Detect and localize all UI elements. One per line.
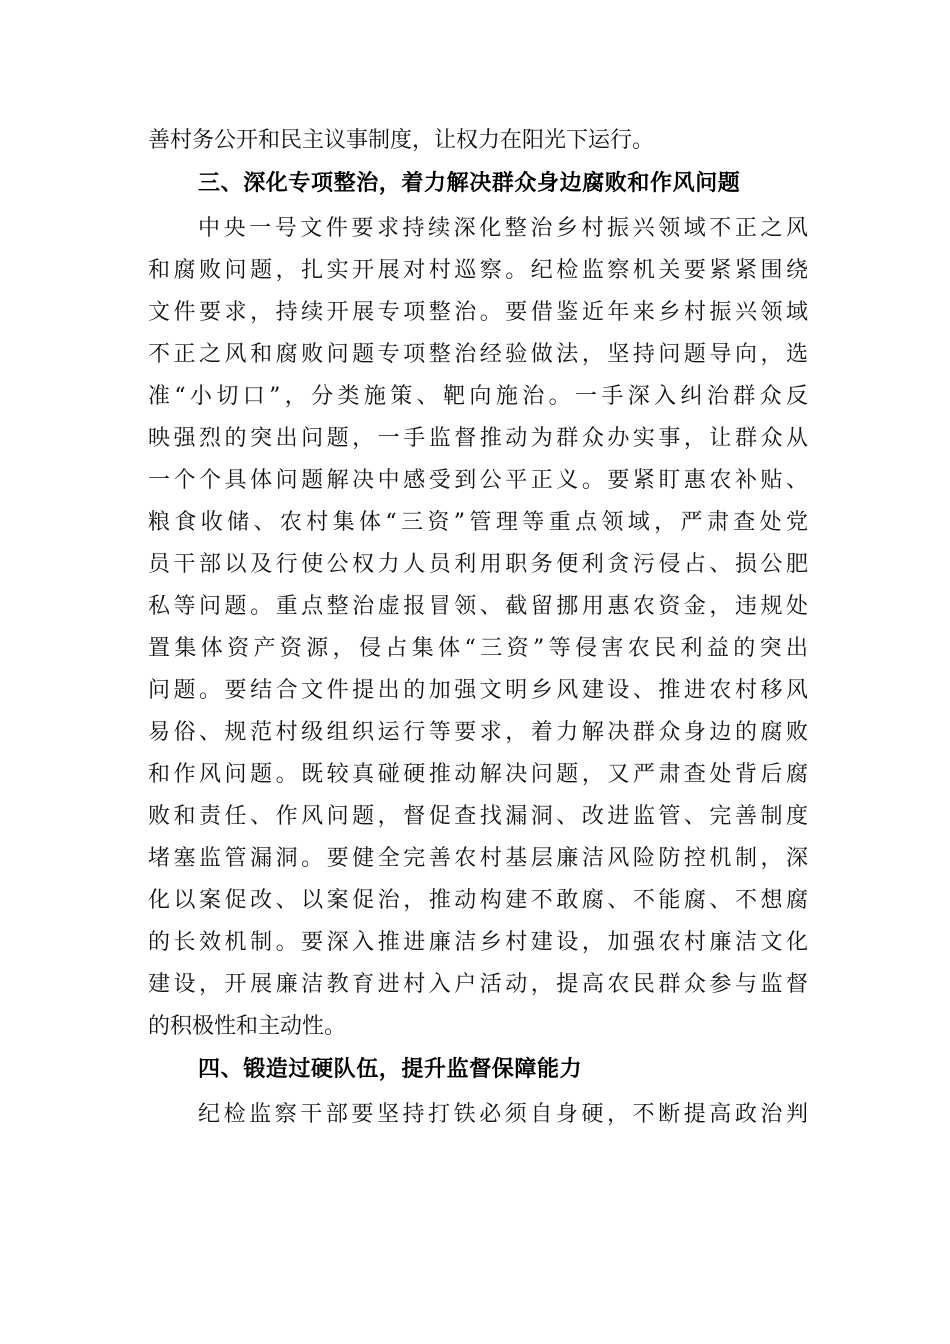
paragraph-line: 粮食收储、农村集体“三资”管理等重点领域，严肃查处党	[148, 510, 808, 535]
paragraph-line: 的积极性和主动性。	[148, 1014, 347, 1039]
paragraph-line: 中央一号文件要求持续深化整治乡村振兴领域不正之风	[198, 216, 808, 241]
paragraph-line: 败和责任、作风问题，督促查找漏洞、改进监管、完善制度	[148, 804, 808, 829]
paragraph-line: 准“小切口”，分类施策、靶向施治。一手深入纠治群众反	[148, 384, 808, 409]
paragraph-line: 一个个具体问题解决中感受到公平正义。要紧盯惠农补贴、	[148, 468, 808, 493]
paragraph-line: 置集体资产资源，侵占集体“三资”等侵害农民利益的突出	[148, 636, 808, 661]
section-4-heading: 四、锻造过硬队伍，提升监督保障能力	[198, 1057, 583, 1082]
paragraph-line: 纪检监察干部要坚持打铁必须自身硬，不断提高政治判	[198, 1102, 808, 1127]
paragraph-line: 化以案促改、以案促治，推动构建不敢腐、不能腐、不想腐	[148, 888, 808, 913]
paragraph-line: 私等问题。重点整治虚报冒领、截留挪用惠农资金，违规处	[148, 594, 808, 619]
paragraph-line: 堵塞监管漏洞。要健全完善农村基层廉洁风险防控机制，深	[148, 846, 808, 871]
paragraph-line: 和腐败问题，扎实开展对村巡察。纪检监察机关要紧紧围绕	[148, 258, 808, 283]
paragraph-line: 建设，开展廉洁教育进村入户活动，提高农民群众参与监督	[148, 972, 808, 997]
section-3-heading: 三、深化专项整治，着力解决群众身边腐败和作风问题	[198, 171, 741, 196]
paragraph-line: 易俗、规范村级组织运行等要求，着力解决群众身边的腐败	[148, 720, 808, 745]
paragraph-line: 的长效机制。要深入推进廉洁乡村建设，加强农村廉洁文化	[148, 930, 808, 955]
paragraph-line: 和作风问题。既较真碰硬推动解决问题，又严肃查处背后腐	[148, 762, 808, 787]
paragraph-line: 善村务公开和民主议事制度，让权力在阳光下运行。	[148, 128, 655, 153]
paragraph-line: 文件要求，持续开展专项整治。要借鉴近年来乡村振兴领域	[148, 300, 808, 325]
paragraph-line: 员干部以及行使公权力人员利用职务便利贪污侵占、损公肥	[148, 552, 808, 577]
paragraph-line: 映强烈的突出问题，一手监督推动为群众办实事，让群众从	[148, 426, 808, 451]
paragraph-line: 不正之风和腐败问题专项整治经验做法，坚持问题导向，选	[148, 342, 808, 367]
paragraph-line: 问题。要结合文件提出的加强文明乡风建设、推进农村移风	[148, 678, 808, 703]
